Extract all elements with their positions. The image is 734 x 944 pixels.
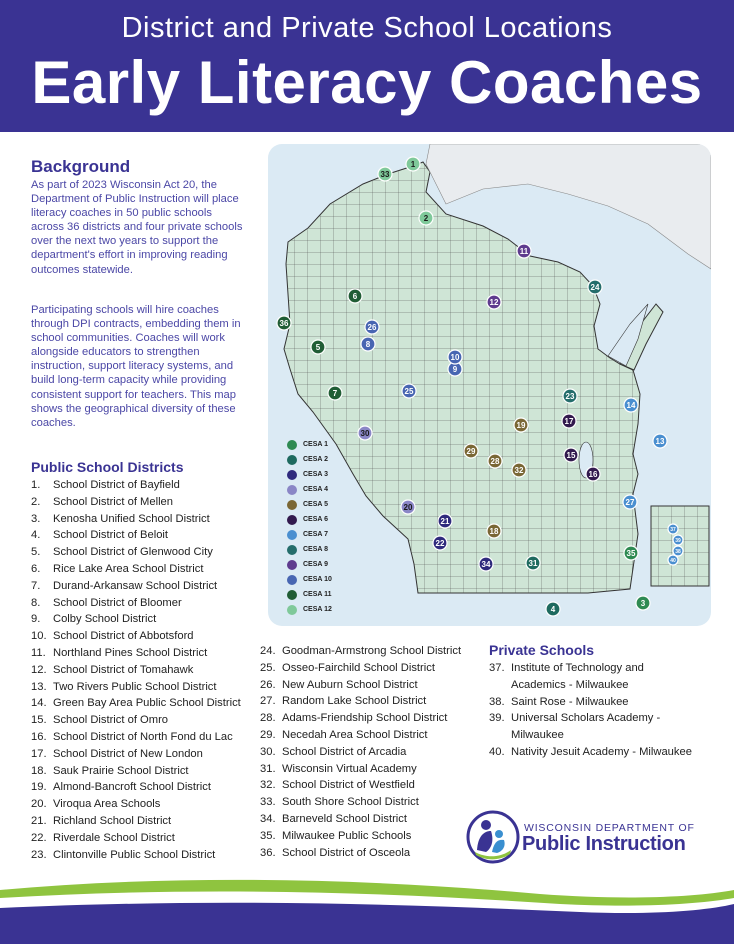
list-item-number: 11. [31, 646, 46, 659]
school-marker [378, 167, 392, 181]
list-item-name: School District of Bloomer [53, 596, 182, 609]
dpi-logo-icon [466, 810, 520, 864]
school-marker-label: 5 [315, 343, 321, 352]
school-marker-label: 7 [332, 389, 338, 398]
legend-entry [287, 572, 332, 587]
list-item-name: Clintonville Public School District [53, 848, 216, 861]
list-item-number: 2. [31, 495, 41, 508]
list-item [31, 695, 263, 712]
school-marker-label: 15 [566, 451, 576, 460]
list-item [31, 561, 263, 578]
list-item-number: 27. [260, 695, 276, 708]
list-item-name: Green Bay Area Public School District [53, 697, 241, 710]
list-item-number: 25. [260, 661, 276, 674]
legend-swatch [287, 440, 297, 450]
school-marker [623, 495, 637, 509]
list-item-number: 12. [31, 663, 47, 676]
school-marker [668, 555, 678, 565]
private-schools-list [489, 660, 699, 761]
list-item-name: Rice Lake Area School District [53, 562, 204, 575]
list-item [31, 477, 263, 494]
list-item-number: 28. [260, 712, 276, 725]
list-item-number: 38. [489, 695, 505, 708]
school-marker [563, 389, 577, 403]
list-item-number: 13. [31, 680, 47, 693]
school-marker-label: 35 [626, 549, 636, 558]
school-marker-label: 25 [404, 387, 414, 396]
list-item-name: Milwaukee Public Schools [282, 829, 412, 842]
dpi-logo [466, 808, 706, 866]
list-item-name: School District of Mellen [53, 495, 173, 508]
school-marker [514, 418, 528, 432]
list-item-name: School District of Westfield [282, 779, 415, 792]
school-marker-label: 33 [380, 170, 390, 179]
list-item [31, 511, 263, 528]
list-item-name: School District of New London [53, 747, 203, 760]
list-item [260, 794, 475, 811]
legend-label: CESA 9 [303, 561, 329, 568]
school-marker-label: 40 [670, 558, 676, 564]
school-marker [636, 596, 650, 610]
list-item-number: 20. [31, 798, 47, 811]
list-item-number: 23. [31, 848, 47, 861]
dpi-logo-bottom-line: Public Instruction [522, 833, 686, 855]
school-marker-label: 38 [675, 549, 681, 555]
school-marker [438, 514, 452, 528]
school-marker [668, 524, 678, 534]
school-marker-label: 22 [435, 539, 445, 548]
legend-entry [287, 512, 332, 527]
school-marker [365, 320, 379, 334]
legend-label: CESA 5 [303, 501, 329, 508]
list-item [31, 813, 263, 830]
list-item-name: Riverdale School District [53, 831, 175, 844]
list-item-name: Kenosha Unified School District [53, 512, 210, 525]
school-marker [419, 211, 433, 225]
legend-swatch [287, 500, 297, 510]
list-item-number: 30. [260, 745, 276, 758]
list-item-name: School District of Omro [53, 714, 169, 727]
school-marker [564, 448, 578, 462]
list-item-name: Sauk Prairie School District [53, 764, 189, 777]
list-item [260, 677, 475, 694]
school-marker [361, 337, 375, 351]
school-marker [624, 398, 638, 412]
list-item-number: 37. [489, 662, 505, 674]
list-item [489, 660, 699, 694]
school-marker [401, 500, 415, 514]
list-item-name: Colby School District [53, 613, 157, 626]
list-item-number: 3. [31, 512, 41, 525]
background-paragraph-2: Participating schools will hire coaches through DPI contracts, embedding them in school communities. Coaches will work alongside educators to strengthen instruction, support literacy systems, and build long-term capacity while providing consistent support for teachers. This map shows the geographical diversity of these coaches. [31, 304, 241, 429]
school-marker-label: 9 [452, 365, 458, 374]
list-item [31, 595, 263, 612]
list-item-number: 21. [31, 814, 47, 827]
list-item [260, 744, 475, 761]
school-marker-label: 28 [490, 457, 500, 466]
legend-label: CESA 8 [303, 546, 329, 553]
legend-entry [287, 437, 332, 452]
list-item [489, 694, 699, 711]
school-marker [588, 280, 602, 294]
school-marker [311, 340, 325, 354]
public-districts-list-col2 [260, 643, 475, 861]
list-item-number: 40. [489, 745, 505, 758]
list-item-number: 24. [260, 645, 276, 657]
list-item-name: Durand-Arkansaw School District [53, 579, 218, 592]
private-schools-heading: Private Schools [489, 642, 595, 658]
list-item-number: 36. [260, 846, 276, 859]
school-marker [348, 289, 362, 303]
school-marker-label: 4 [550, 605, 556, 614]
legend-entry [287, 467, 332, 482]
list-item-number: 6. [31, 562, 41, 575]
public-districts-heading: Public School Districts [31, 459, 184, 475]
list-item-name: Viroqua Area Schools [53, 798, 161, 811]
dpi-logo-top-line: WISCONSIN DEPARTMENT OF [524, 822, 695, 834]
school-marker [328, 386, 342, 400]
school-marker [546, 602, 560, 616]
footer-swoosh [0, 868, 734, 944]
list-item-number: 17. [31, 747, 47, 760]
list-item-number: 35. [260, 829, 276, 842]
school-marker [586, 467, 600, 481]
legend-label: CESA 3 [303, 471, 329, 478]
school-marker-label: 10 [450, 353, 460, 362]
list-item [260, 761, 475, 778]
list-item [31, 527, 263, 544]
school-marker-label: 1 [410, 160, 416, 169]
school-marker-label: 21 [440, 517, 450, 526]
list-item-number: 34. [260, 812, 276, 825]
school-marker [448, 350, 462, 364]
legend-swatch [287, 485, 297, 495]
list-item-number: 4. [31, 529, 41, 542]
list-item [260, 693, 475, 710]
legend-entry [287, 527, 332, 542]
legend-label: CESA 10 [303, 576, 332, 583]
header-banner [0, 0, 734, 132]
list-item [31, 830, 263, 847]
list-item [260, 727, 475, 744]
list-item-name: School District of Bayfield [53, 479, 180, 491]
page-title: Early Literacy Coaches [31, 49, 703, 116]
cesa-legend [287, 437, 332, 617]
list-item-name: School District of Beloit [53, 529, 169, 542]
list-item-number: 39. [489, 712, 505, 725]
legend-swatch [287, 560, 297, 570]
list-item-number: 8. [31, 596, 41, 609]
school-marker-label: 32 [514, 466, 524, 475]
school-marker [487, 295, 501, 309]
school-marker-label: 23 [565, 392, 575, 401]
list-item-number: 10. [31, 630, 47, 643]
list-item-number: 29. [260, 728, 276, 741]
legend-swatch [287, 575, 297, 585]
list-item-number: 33. [260, 796, 276, 809]
list-item-name: Necedah Area School District [282, 728, 428, 741]
school-marker-label: 6 [352, 292, 358, 301]
school-marker-label: 31 [528, 559, 538, 568]
school-marker [562, 414, 576, 428]
school-marker-label: 19 [516, 421, 526, 430]
list-item-name: South Shore School District [282, 796, 419, 809]
legend-label: CESA 4 [303, 486, 329, 493]
list-item-name: School District of Osceola [282, 846, 411, 859]
school-marker-label: 14 [626, 401, 636, 410]
school-marker-label: 37 [670, 527, 676, 533]
school-marker [358, 426, 372, 440]
list-item-name: Northland Pines School District [53, 646, 208, 659]
list-item-name: Wisconsin Virtual Academy [282, 762, 417, 775]
school-marker-label: 20 [403, 503, 413, 512]
list-item [260, 845, 475, 862]
legend-swatch [287, 470, 297, 480]
legend-swatch [287, 545, 297, 555]
page-subtitle: District and Private School Locations [121, 12, 613, 44]
legend-entry [287, 542, 332, 557]
list-item [31, 796, 263, 813]
list-item-number: 1. [31, 479, 41, 491]
list-item-number: 5. [31, 546, 41, 559]
school-marker-label: 3 [640, 599, 646, 608]
list-item-number: 22. [31, 831, 47, 844]
school-marker [512, 463, 526, 477]
school-marker [464, 444, 478, 458]
legend-entry [287, 602, 332, 617]
legend-label: CESA 2 [303, 456, 329, 463]
school-marker [402, 384, 416, 398]
legend-swatch [287, 530, 297, 540]
list-item-number: 19. [31, 781, 47, 794]
map-svg [268, 144, 711, 626]
school-marker-label: 13 [655, 437, 665, 446]
list-item-name: Osseo-Fairchild School District [282, 661, 435, 674]
background-paragraph-1: As part of 2023 Wisconsin Act 20, the Department of Public Instruction will place literacy coaches in 50 public schools across 36 districts and four private schools over the next two years to support the department's effort in improving reading outcomes statewide. [31, 179, 243, 276]
background-heading: Background [31, 157, 131, 176]
school-marker [479, 557, 493, 571]
school-marker-label: 17 [564, 417, 574, 426]
list-item [31, 847, 263, 864]
list-item [31, 578, 263, 595]
wisconsin-map [268, 144, 711, 626]
legend-label: CESA 11 [303, 591, 332, 598]
list-item-name: Saint Rose - Milwaukee [511, 695, 629, 708]
list-item-number: 15. [31, 714, 47, 727]
list-item-name: Two Rivers Public School District [53, 680, 217, 693]
list-item-number: 31. [260, 762, 276, 775]
list-item [31, 729, 263, 746]
public-districts-list-col1 [31, 477, 263, 863]
legend-entry [287, 497, 332, 512]
legend-swatch [287, 590, 297, 600]
school-marker-label: 26 [367, 323, 377, 332]
list-item [31, 746, 263, 763]
legend-label: CESA 6 [303, 516, 329, 523]
list-item-name: Almond-Bancroft School District [53, 781, 211, 794]
school-marker-label: 29 [466, 447, 476, 456]
legend-swatch [287, 455, 297, 465]
list-item-name: Barneveld School District [282, 812, 407, 825]
list-item-number: 7. [31, 579, 41, 592]
list-item-name: Adams-Friendship School District [282, 712, 448, 725]
list-item [31, 662, 263, 679]
legend-label: CESA 1 [303, 441, 329, 448]
list-item-name: Universal Scholars Academy - Milwaukee [511, 712, 661, 742]
list-item [31, 494, 263, 511]
list-item-number: 14. [31, 697, 47, 710]
school-marker [433, 536, 447, 550]
list-item-name: Goodman-Armstrong School District [282, 645, 462, 657]
school-marker-label: 36 [279, 319, 289, 328]
list-item-number: 32. [260, 779, 276, 792]
list-item [31, 628, 263, 645]
legend-swatch [287, 605, 297, 615]
list-item [260, 811, 475, 828]
school-marker-label: 30 [360, 429, 370, 438]
list-item [260, 777, 475, 794]
list-item-name: School District of North Fond du Lac [53, 730, 233, 743]
list-item [489, 710, 699, 744]
list-item [31, 544, 263, 561]
list-item-name: School District of Tomahawk [53, 663, 194, 676]
list-item-number: 18. [31, 764, 47, 777]
school-marker [673, 535, 683, 545]
school-marker [517, 244, 531, 258]
school-marker-label: 2 [423, 214, 429, 223]
list-item [489, 744, 699, 761]
school-marker-label: 27 [625, 498, 635, 507]
school-marker [653, 434, 667, 448]
list-item [260, 828, 475, 845]
list-item-name: Institute of Technology and Academics - Milwaukee [511, 662, 644, 691]
school-marker-label: 18 [489, 527, 499, 536]
school-marker [526, 556, 540, 570]
school-marker [406, 157, 420, 171]
list-item [260, 660, 475, 677]
school-marker-label: 11 [519, 247, 529, 256]
school-marker [624, 546, 638, 560]
school-marker [488, 454, 502, 468]
list-item [31, 645, 263, 662]
school-marker-label: 24 [590, 283, 600, 292]
list-item-number: 16. [31, 730, 47, 743]
list-item-name: School District of Glenwood City [53, 546, 213, 559]
school-marker-label: 12 [489, 298, 499, 307]
list-item-name: School District of Arcadia [282, 745, 407, 758]
list-item [31, 679, 263, 696]
list-item [260, 710, 475, 727]
school-marker [673, 546, 683, 556]
legend-entry [287, 482, 332, 497]
legend-label: CESA 12 [303, 606, 332, 613]
legend-swatch [287, 515, 297, 525]
legend-label: CESA 7 [303, 531, 329, 538]
list-item [31, 763, 263, 780]
school-marker [277, 316, 291, 330]
list-item [260, 643, 475, 660]
list-item-name: New Auburn School District [282, 678, 418, 691]
school-marker-label: 16 [588, 470, 598, 479]
legend-entry [287, 452, 332, 467]
list-item-name: Random Lake School District [282, 695, 427, 708]
list-item [31, 779, 263, 796]
list-item-name: Nativity Jesuit Academy - Milwaukee [511, 745, 692, 758]
list-item [31, 611, 263, 628]
list-item-name: Richland School District [53, 814, 172, 827]
school-marker-label: 34 [481, 560, 491, 569]
school-marker [487, 524, 501, 538]
list-item-number: 9. [31, 613, 41, 626]
school-marker-label: 8 [365, 340, 371, 349]
legend-entry [287, 557, 332, 572]
list-item [31, 712, 263, 729]
school-marker-label: 39 [675, 538, 681, 544]
list-item-number: 26. [260, 678, 276, 691]
list-item-name: School District of Abbotsford [53, 630, 194, 643]
legend-entry [287, 587, 332, 602]
